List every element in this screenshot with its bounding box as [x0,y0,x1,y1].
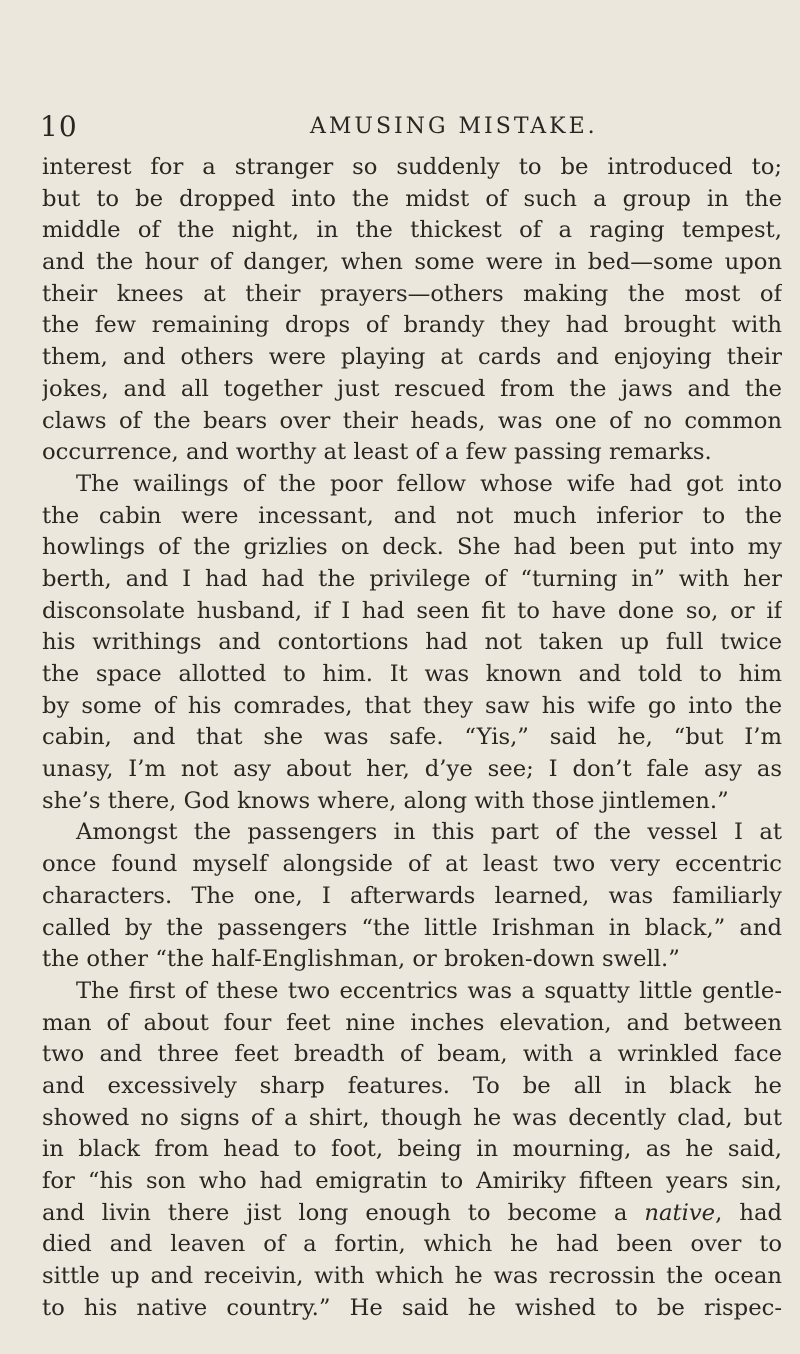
text-line: occurrence, and worthy at least of a few passing remarks. [42,439,712,466]
text-line: in black from head to foot, being in mourning, as he said, [42,1136,782,1163]
text-line: the cabin were incessant, and not much inferior to the [42,502,782,529]
body-text [42,152,782,1324]
paragraph-start-line: Amongst the passengers in this part of the vessel I at [76,819,782,846]
text-line: to his native country.” He said he wished to be rispec- [42,1294,782,1321]
text-segment: , had [715,1199,782,1226]
text-line: cabin, and that she was safe. “Yis,” said he, “but I’m [42,724,782,751]
text-line: claws of the bears over their heads, was one of no common [42,407,782,434]
text-line-with-italic [42,1198,782,1230]
text-line: the space allotted to him. It was known and told to him [42,661,782,687]
text-line: his writhings and contortions had not taken up full twice [42,629,782,656]
text-line: called by the passengers “the little Irishman in black,” and [42,914,782,941]
text-line: howlings of the grizlies on deck. She had been put into my [42,534,782,561]
italic-word: native [644,1199,716,1226]
text-line: berth, and I had had the privilege of “turning in” with her [42,565,782,592]
text-line: died and leaven of a fortin, which he had been over to [42,1231,782,1258]
text-line: and the hour of danger, when some were in bed—some upon [42,249,782,276]
text-line: showed no signs of a shirt, though he was decently clad, but [42,1104,782,1131]
text-line: by some of his comrades, that they saw his wife go into the [42,692,782,719]
text-line: the other “the half-Englishman, or broken-down swell.” [42,946,680,973]
text-line: man of about four feet nine inches elevation, and between [42,1009,782,1036]
text-line: two and three feet breadth of beam, with a wrinkled face [42,1041,782,1068]
paragraph-start-line: The first of these two eccentrics was a squatty little gentle- [76,977,782,1004]
text-line: jokes, and all together just rescued from the jaws and the [42,375,782,402]
text-segment: and livin there jist long enough to become a [42,1199,645,1226]
text-line: sittle up and receivin, with which he was recrossin the ocean [42,1263,782,1290]
text-line: she’s there, God knows where, along with those jintlemen.” [42,787,729,814]
text-line: disconsolate husband, if I had seen fit to have done so, or if [42,597,782,624]
text-line: their knees at their prayers—others making the most of [42,280,782,307]
text-line: unasy, I’m not asy about her, d’ye see; I don’t fale asy as [42,756,782,783]
paragraph-start-line: The wailings of the poor fellow whose wife had got into [76,470,782,497]
text-line: the few remaining drops of brandy they had brought with [42,312,782,339]
text-line: for “his son who had emigratin to Amiriky fifteen years sin, [42,1168,782,1194]
text-line: and excessively sharp features. To be all in black he [42,1072,782,1099]
text-line: once found myself alongside of at least two very eccentric [42,851,782,878]
page-number: 10 [40,110,78,143]
running-title: AMUSING MISTAKE. [310,114,598,139]
text-line: but to be dropped into the midst of such a group in the [42,185,782,212]
text-line: middle of the night, in the thickest of a raging tempest, [42,217,782,244]
text-line: them, and others were playing at cards and enjoying their [42,344,782,371]
text-line: interest for a stranger so suddenly to be introduced to; [42,154,782,180]
text-line: characters. The one, I afterwards learned, was familiarly [42,882,782,909]
